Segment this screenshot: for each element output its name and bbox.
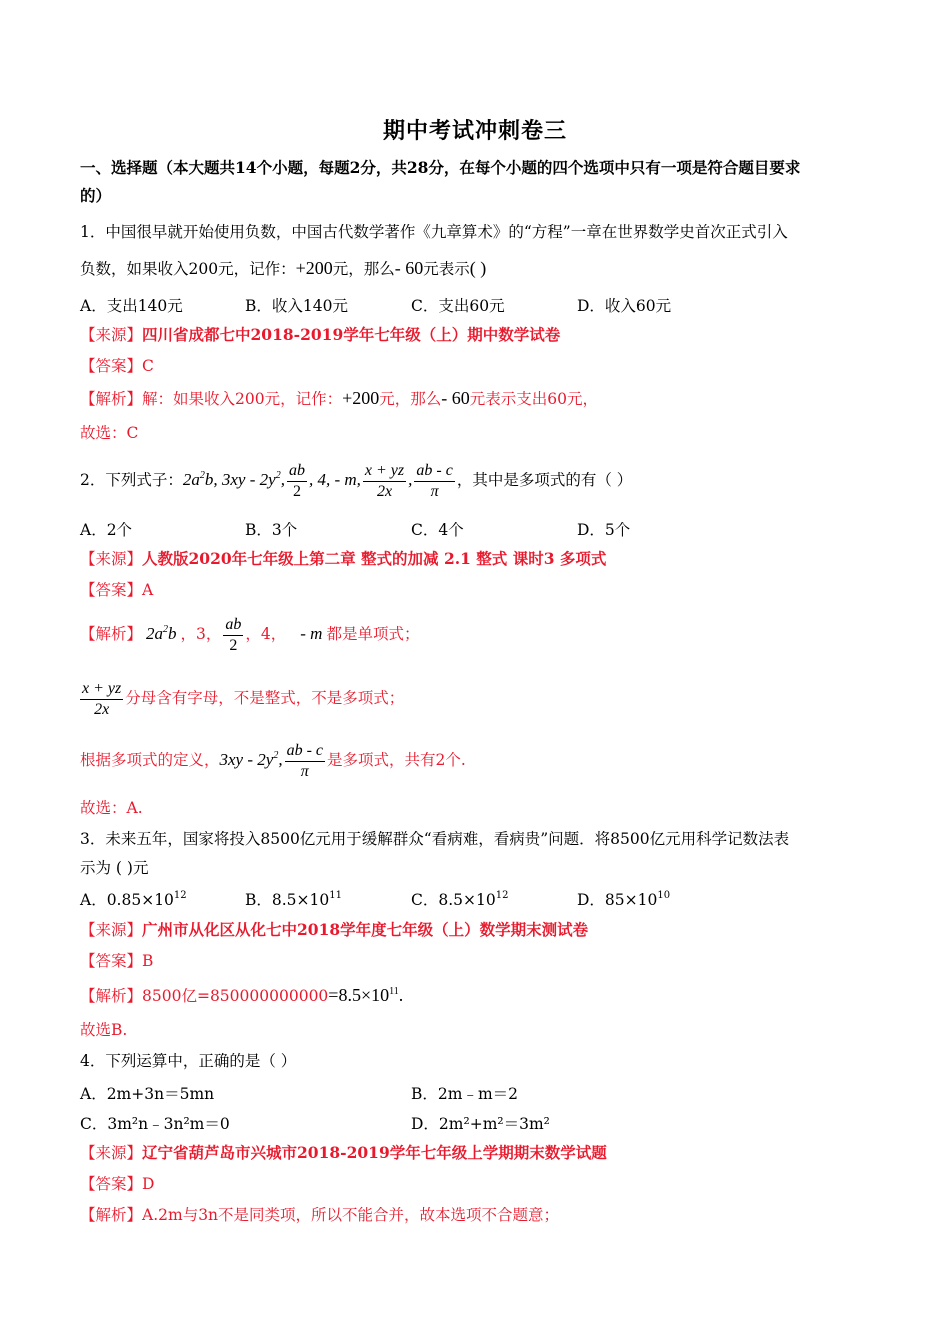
analysis-label: 【解析】 [80, 625, 143, 643]
q2-expr-part: , [280, 470, 285, 489]
source-label: 【来源】 [80, 921, 143, 939]
analysis-math: - 60 [441, 388, 470, 408]
q2-option-d: D．5个 [577, 521, 631, 539]
source-label: 【来源】 [80, 550, 143, 568]
analysis-fraction-xyz [80, 679, 123, 720]
answer-value: A [142, 581, 154, 599]
q1-stem-line2 [80, 258, 486, 279]
q1-source [80, 325, 560, 345]
option-text: A．0.85×10 [80, 891, 174, 909]
math-sup: 2 [273, 750, 279, 761]
q4-answer [80, 1174, 154, 1194]
q1-text: 元表示 [423, 260, 470, 278]
q2-expr-part: 2a [182, 470, 200, 489]
fraction-denominator: π [430, 482, 439, 500]
q2-stem [80, 458, 632, 502]
option-text: B．8.5×10 [245, 891, 330, 909]
analysis-text: 解：如果收入200元，记作： [142, 390, 343, 408]
answer-label: 【答案】 [80, 1175, 143, 1193]
q2-expr-part: b, 3xy - 2y [204, 470, 276, 489]
answer-label: 【答案】 [80, 581, 143, 599]
q1-value-income: +200 [295, 258, 333, 278]
analysis-label: 【解析】 [80, 1206, 143, 1224]
source-text: 四川省成都七中2018-2019学年七年级（上）期中数学试卷 [142, 325, 561, 344]
analysis-text: 分母含有字母，不是整式，不是多项式； [125, 689, 405, 707]
q2-conclusion: 故选：A. [80, 799, 143, 817]
q1-option-a: A．支出140元 [80, 297, 183, 315]
fraction-numerator: ab [223, 615, 243, 636]
q3-analysis [80, 985, 403, 1006]
analysis-text: 8500亿=850000000000 [142, 987, 329, 1005]
q1-stem-line1: 1．中国很早就开始使用负数，中国古代数学著作《九章算术》的“方程”一章在世界数学史首次正式引入 [80, 223, 788, 241]
section-heading: 一、选择题（本大题共14个小题，每题2分，共28分，在每个小题的四个选项中只有一项是符合题目要求 [80, 158, 801, 177]
math-part: 2a [146, 624, 164, 643]
answer-value: C [142, 357, 154, 375]
analysis-label: 【解析】 [80, 390, 143, 408]
math-part: 3xy - 2y [219, 750, 274, 769]
option-exponent: 12 [173, 890, 187, 901]
q1-text: 负数，如果收入200元，记作： [80, 260, 296, 278]
q1-text: 元，那么 [332, 260, 395, 278]
source-label: 【来源】 [80, 326, 143, 344]
q3-source [80, 920, 588, 940]
q2-option-b: B．3个 [245, 521, 298, 539]
q3-option-d [577, 888, 670, 910]
analysis-text: ，3， [180, 625, 222, 643]
q1-answer [80, 356, 154, 376]
answer-value: B [142, 952, 154, 970]
q1-conclusion: 故选：C [80, 424, 139, 442]
q2-option-c: C．4个 [411, 521, 464, 539]
q2-analysis-line1 [80, 612, 419, 656]
fraction-denominator: 2 [292, 482, 301, 500]
fraction-numerator: x + yz [80, 679, 123, 700]
analysis-math: +200 [342, 388, 380, 408]
fraction-denominator: 2x [376, 482, 393, 500]
q2-analysis-line2 [80, 676, 404, 720]
q2-expr-sup: 2 [199, 470, 205, 481]
answer-value: D [142, 1175, 155, 1193]
analysis-text: 元表示支出60元， [469, 390, 599, 408]
option-text: C．8.5×10 [411, 891, 496, 909]
q4-analysis [80, 1205, 559, 1225]
source-text: 辽宁省葫芦岛市兴城市2018-2019学年七年级上学期期末数学试题 [142, 1143, 607, 1162]
q4-option-d: D．2m²+m²＝3m² [411, 1115, 550, 1133]
q4-stem: 4．下列运算中，正确的是（ ） [80, 1052, 297, 1070]
q3-answer [80, 951, 153, 971]
analysis-fraction-ab-2 [223, 615, 243, 656]
q1-blank: ( ) [469, 258, 487, 278]
q1-option-c: C．支出60元 [411, 297, 505, 315]
q2-text: ，其中是多项式的有（ ） [456, 471, 633, 489]
answer-label: 【答案】 [80, 952, 143, 970]
q1-analysis [80, 388, 598, 409]
q3-option-c [411, 888, 508, 910]
q2-analysis-line3 [80, 738, 466, 782]
analysis-text: ，4， [245, 625, 287, 643]
math-part: b [168, 624, 177, 643]
q4-option-c: C．3m²n﹣3n²m＝0 [80, 1115, 230, 1133]
math-part: =8.5×10 [328, 985, 390, 1005]
fraction-denominator: π [300, 762, 309, 780]
q3-option-a [80, 888, 187, 910]
q2-source [80, 549, 606, 569]
answer-label: 【答案】 [80, 357, 143, 375]
source-label: 【来源】 [80, 1144, 143, 1162]
q1-option-b: B．收入140元 [245, 297, 348, 315]
fraction-numerator: ab [287, 461, 307, 482]
math-part: . [398, 985, 404, 1005]
q2-answer [80, 580, 153, 600]
fraction-numerator: ab - c [285, 741, 325, 762]
q1-value-expense: - 60 [394, 258, 424, 278]
q3-conclusion: 故选B. [80, 1021, 128, 1039]
analysis-text: 都是单项式； [326, 625, 420, 643]
q2-option-a: A．2个 [80, 521, 133, 539]
analysis-label: 【解析】 [80, 987, 143, 1005]
fraction-denominator: 2x [94, 700, 110, 718]
analysis-text: 根据多项式的定义， [80, 751, 220, 769]
q3-option-b [245, 888, 342, 910]
fraction-numerator: ab - c [414, 461, 454, 482]
q4-option-a: A．2m+3n＝5mn [80, 1085, 215, 1103]
analysis-text: 元，那么 [379, 390, 442, 408]
analysis-text: 是多项式，共有2个. [327, 751, 466, 769]
analysis-math [146, 624, 177, 643]
option-text: D．85×10 [577, 891, 658, 909]
math-sup: 11 [389, 986, 399, 997]
q3-stem-line2: 示为 ( )元 [80, 859, 149, 877]
q2-fraction-ab-2 [287, 461, 307, 502]
analysis-fraction-abc-pi [285, 741, 325, 782]
q2-expr-sup: 2 [275, 470, 281, 481]
q4-option-b: B．2m﹣m＝2 [411, 1085, 519, 1103]
option-exponent: 12 [495, 890, 509, 901]
analysis-math [220, 750, 283, 769]
section-heading-cont: 的） [80, 186, 112, 205]
option-exponent: 10 [657, 890, 671, 901]
q3-stem-line1: 3．未来五年，国家将投入8500亿元用于缓解群众“看病难，看病贵”问题．将8500亿元用科学记数法表 [80, 830, 790, 848]
q2-text: 2．下列式子： [80, 471, 183, 489]
q4-source [80, 1143, 607, 1163]
analysis-math [328, 985, 403, 1005]
source-text: 广州市从化区从化七中2018学年度七年级（上）数学期末测试卷 [142, 920, 589, 939]
q2-expr-part: , [408, 470, 413, 489]
fraction-denominator: 2 [229, 636, 238, 654]
q2-expression [182, 461, 457, 500]
q2-fraction-abc-pi [414, 461, 454, 502]
q2-fraction-xyz [363, 461, 406, 502]
fraction-numerator: x + yz [363, 461, 406, 482]
q1-option-d: D．收入60元 [577, 297, 672, 315]
analysis-math: - m [300, 624, 323, 643]
page-title: 期中考试冲刺卷三 [382, 118, 567, 144]
math-sup: 2 [163, 624, 169, 635]
option-exponent: 11 [329, 890, 342, 901]
q2-expr-part: , 4, - m, [308, 470, 361, 489]
math-part: , [278, 750, 283, 769]
source-text: 人教版2020年七年级上第二章 整式的加减 2.1 整式 课时3 多项式 [142, 549, 607, 568]
analysis-text: A.2m与3n不是同类项，所以不能合并，故本选项不合题意； [142, 1206, 560, 1224]
